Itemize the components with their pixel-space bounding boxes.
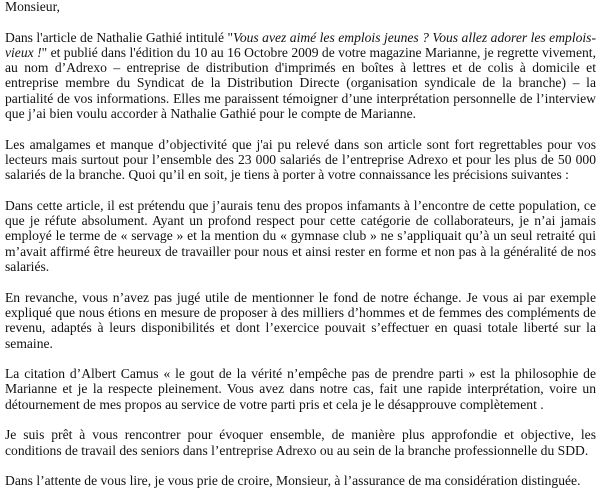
paragraph-camus-quote: La citation d’Albert Camus « le gout de la vérité n’empêche pas de prendre parti » est la philosophie de Marianne et je la respecte pleinement. Vous avez dans notre cas, fait une rapide interprétation, voire un détournement de mes propos au service de votre parti pris et cela je le désapprouve complètement . <box>5 366 596 412</box>
paragraph-text: Dans l'article de Nathalie Gathié intitulé " <box>5 29 234 45</box>
letter-body <box>5 0 596 504</box>
paragraph-amalgames: Les amalgames et manque d’objectivité que j'ai pu relevé dans son article sont fort regrettables pour vos lecteurs mais surtout pour l’ensemble des 23 000 salariés de l’entreprise Adrexo et pour les plus de 50 000 salariés de la branche. Quoi qu’il en soit, je tiens à porter à votre connaissance les précisions suivantes : <box>5 136 596 183</box>
paragraph-article-reference <box>5 30 596 122</box>
article-title: Vous avez aimé les emplois jeunes ? Vous allez adorer les emplois-vieux ! <box>5 29 596 60</box>
salutation: Monsieur, <box>5 0 60 14</box>
paragraph-text: " et publié dans l'édition du 10 au 16 Octobre 2009 de votre magazine Marianne, je regrette vivement, au nom d’Adrexo – entreprise de distribution d'imprimés en boîtes à lettres et de colis à domicile et entreprise membre du Syndicat de la Distribution Directe (organisation syndicale de la branche) – la partialité de vos informations. Elles me paraissent témoigner d’une interprétation personnelle de l’interview que j’ai bien voulu accorder à Nathalie Gathié pour le compte de Marianne. <box>5 44 596 122</box>
paragraph-meeting-offer: Je suis prêt à vous rencontrer pour évoquer ensemble, de manière plus approfondie et objective, les conditions de travail des seniors dans l’entreprise Adrexo ou au sein de la branche professionnelle du SDD. <box>5 427 596 458</box>
paragraph-en-revanche: En revanche, vous n’avez pas jugé utile de mentionner le fond de notre échange. Je vous ai par exemple expliqué que nous étions en mesure de proposer à des milliers d’hommes et de femmes des compléments de revenu, adaptés à leurs disponibilités et dont l’exercice pouvait s’effectuer en quasi totale liberté sur la semaine. <box>5 289 596 351</box>
paragraph-refutation: Dans cette article, il est prétendu que j’aurais tenu des propos infamants à l’encontre de cette population, ce que je réfute absolument. Ayant un profond respect pour cette catégorie de collaborateurs, je n’ai jamais employé le terme de « servage » et la mention du « gymnase club » ne s’appliquait qu’à un seul retraité qui m’avait affirmé être heureux de travailler pour nous et ainsi rester en forme et non pas à la généralité de nos salariés. <box>5 197 596 275</box>
closing-formula: Dans l’attente de vous lire, je vous prie de croire, Monsieur, à l’assurance de ma considération distinguée. <box>5 473 581 489</box>
